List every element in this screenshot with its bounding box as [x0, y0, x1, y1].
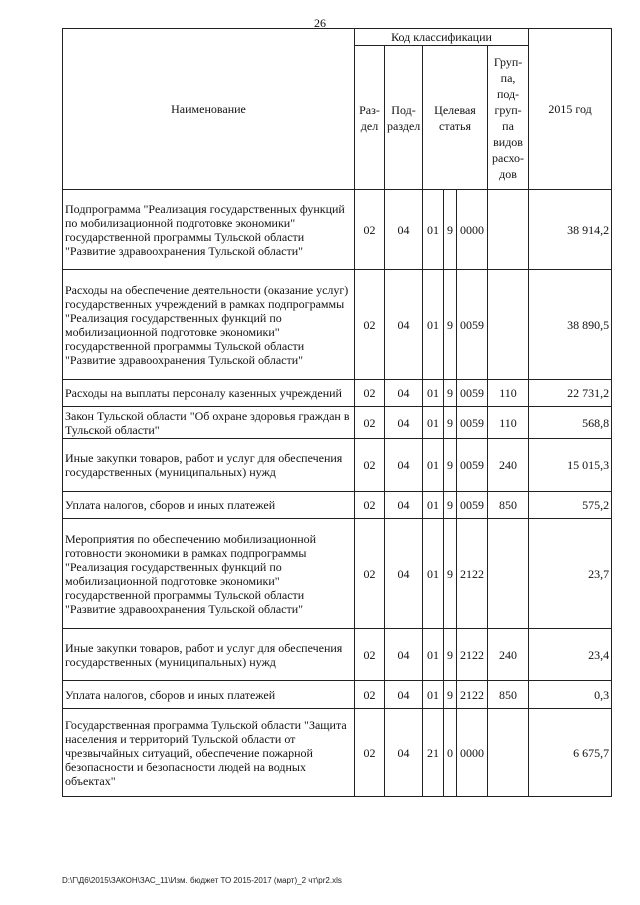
row-target-subprogram: 9: [444, 270, 457, 380]
row-amount: 38 914,2: [529, 190, 612, 270]
header-year: 2015 год: [529, 29, 612, 190]
table-row: [63, 629, 612, 681]
row-expense-group: 850: [488, 681, 529, 709]
row-target-direction: 0059: [457, 439, 488, 492]
row-name: Иные закупки товаров, работ и услуг для обеспечения государственных (муниципальных) нужд: [63, 439, 355, 492]
row-target-subprogram: 0: [444, 709, 457, 797]
row-expense-group: 850: [488, 492, 529, 519]
row-target-direction: 0059: [457, 407, 488, 439]
row-section: 02: [355, 681, 385, 709]
row-amount: 23,4: [529, 629, 612, 681]
row-subsection: 04: [385, 492, 423, 519]
table-row: [63, 492, 612, 519]
row-expense-group: [488, 709, 529, 797]
header-code-group: Код классификации: [355, 29, 529, 46]
row-subsection: 04: [385, 190, 423, 270]
row-name: Подпрограмма "Реализация государственных функций по мобилизационной подготовке экономики" государственной программы Тульской области "Развитие здравоохранения Тульской области": [63, 190, 355, 270]
row-amount: 22 731,2: [529, 380, 612, 407]
row-target-subprogram: 9: [444, 681, 457, 709]
row-subsection: 04: [385, 270, 423, 380]
row-name: Уплата налогов, сборов и иных платежей: [63, 492, 355, 519]
row-section: 02: [355, 270, 385, 380]
row-target-program: 01: [423, 190, 444, 270]
table-row: [63, 681, 612, 709]
row-section: 02: [355, 629, 385, 681]
row-target-subprogram: 9: [444, 629, 457, 681]
budget-table: [62, 28, 612, 797]
table-row: [63, 519, 612, 629]
row-target-subprogram: 9: [444, 407, 457, 439]
table-row: [63, 270, 612, 380]
row-section: 02: [355, 407, 385, 439]
header-subsection: Под- раздел: [385, 46, 423, 190]
header-target: Целевая статья: [423, 46, 488, 190]
row-name: Иные закупки товаров, работ и услуг для обеспечения государственных (муниципальных) нужд: [63, 629, 355, 681]
row-section: 02: [355, 439, 385, 492]
row-target-program: 01: [423, 270, 444, 380]
row-target-program: 01: [423, 681, 444, 709]
row-expense-group: [488, 190, 529, 270]
page-number: 26: [314, 16, 326, 30]
file-path-footer: D:\Г\Д6\2015\ЗАКОН\ЗАС_11\Изм. бюджет ТО 2015-2017 (март)_2 чт\pr2.xls: [62, 876, 342, 885]
row-section: 02: [355, 190, 385, 270]
table-row: [63, 407, 612, 439]
row-target-direction: 0059: [457, 270, 488, 380]
row-section: 02: [355, 380, 385, 407]
row-amount: 6 675,7: [529, 709, 612, 797]
table-row: [63, 709, 612, 797]
row-name: Расходы на выплаты персоналу казенных учреждений: [63, 380, 355, 407]
table-row: [63, 439, 612, 492]
row-target-subprogram: 9: [444, 519, 457, 629]
row-name: Уплата налогов, сборов и иных платежей: [63, 681, 355, 709]
row-target-program: 01: [423, 492, 444, 519]
row-subsection: 04: [385, 681, 423, 709]
row-target-program: 01: [423, 439, 444, 492]
table-row: [63, 190, 612, 270]
row-target-program: 01: [423, 407, 444, 439]
row-amount: 568,8: [529, 407, 612, 439]
row-target-subprogram: 9: [444, 190, 457, 270]
row-amount: 575,2: [529, 492, 612, 519]
row-target-subprogram: 9: [444, 439, 457, 492]
row-subsection: 04: [385, 519, 423, 629]
row-name: Государственная программа Тульской области "Защита населения и территорий Тульской области от чрезвычайных ситуаций, обеспечение пожарной безопасности и безопасности людей на водных объектах": [63, 709, 355, 797]
row-section: 02: [355, 709, 385, 797]
row-target-program: 01: [423, 629, 444, 681]
row-target-program: 01: [423, 519, 444, 629]
header-name: Наименование: [63, 29, 355, 190]
row-target-direction: 0059: [457, 492, 488, 519]
row-target-program: 01: [423, 380, 444, 407]
row-target-direction: 2122: [457, 629, 488, 681]
row-target-direction: 2122: [457, 681, 488, 709]
row-expense-group: 240: [488, 439, 529, 492]
row-amount: 23,7: [529, 519, 612, 629]
row-expense-group: [488, 270, 529, 380]
row-section: 02: [355, 519, 385, 629]
row-amount: 38 890,5: [529, 270, 612, 380]
table-row: [63, 380, 612, 407]
row-expense-group: 110: [488, 407, 529, 439]
row-name: Мероприятия по обеспечению мобилизационной готовности экономики в рамках подпрограммы "Реализация государственных функций по мобилизационной подготовке экономики" государственной программы Тульской области "Развитие здравоохранения Тульской области": [63, 519, 355, 629]
row-target-direction: 0059: [457, 380, 488, 407]
header-expense-group: Груп- па, под- груп- па видов расхо- дов: [488, 46, 529, 190]
row-target-direction: 2122: [457, 519, 488, 629]
row-subsection: 04: [385, 709, 423, 797]
row-amount: 15 015,3: [529, 439, 612, 492]
row-target-direction: 0000: [457, 190, 488, 270]
row-target-subprogram: 9: [444, 492, 457, 519]
row-subsection: 04: [385, 629, 423, 681]
row-subsection: 04: [385, 380, 423, 407]
header-section: Раз- дел: [355, 46, 385, 190]
row-expense-group: 110: [488, 380, 529, 407]
row-name: Закон Тульской области "Об охране здоровья граждан в Тульской области": [63, 407, 355, 439]
row-target-program: 21: [423, 709, 444, 797]
row-expense-group: [488, 519, 529, 629]
row-amount: 0,3: [529, 681, 612, 709]
row-section: 02: [355, 492, 385, 519]
row-target-subprogram: 9: [444, 380, 457, 407]
row-expense-group: 240: [488, 629, 529, 681]
row-subsection: 04: [385, 407, 423, 439]
row-subsection: 04: [385, 439, 423, 492]
row-name: Расходы на обеспечение деятельности (оказание услуг) государственных учреждений в рамках подпрограммы "Реализация государственных функций по мобилизационной подготовке экономики" государственной программы Тульской области "Развитие здравоохранения Тульской области": [63, 270, 355, 380]
row-target-direction: 0000: [457, 709, 488, 797]
